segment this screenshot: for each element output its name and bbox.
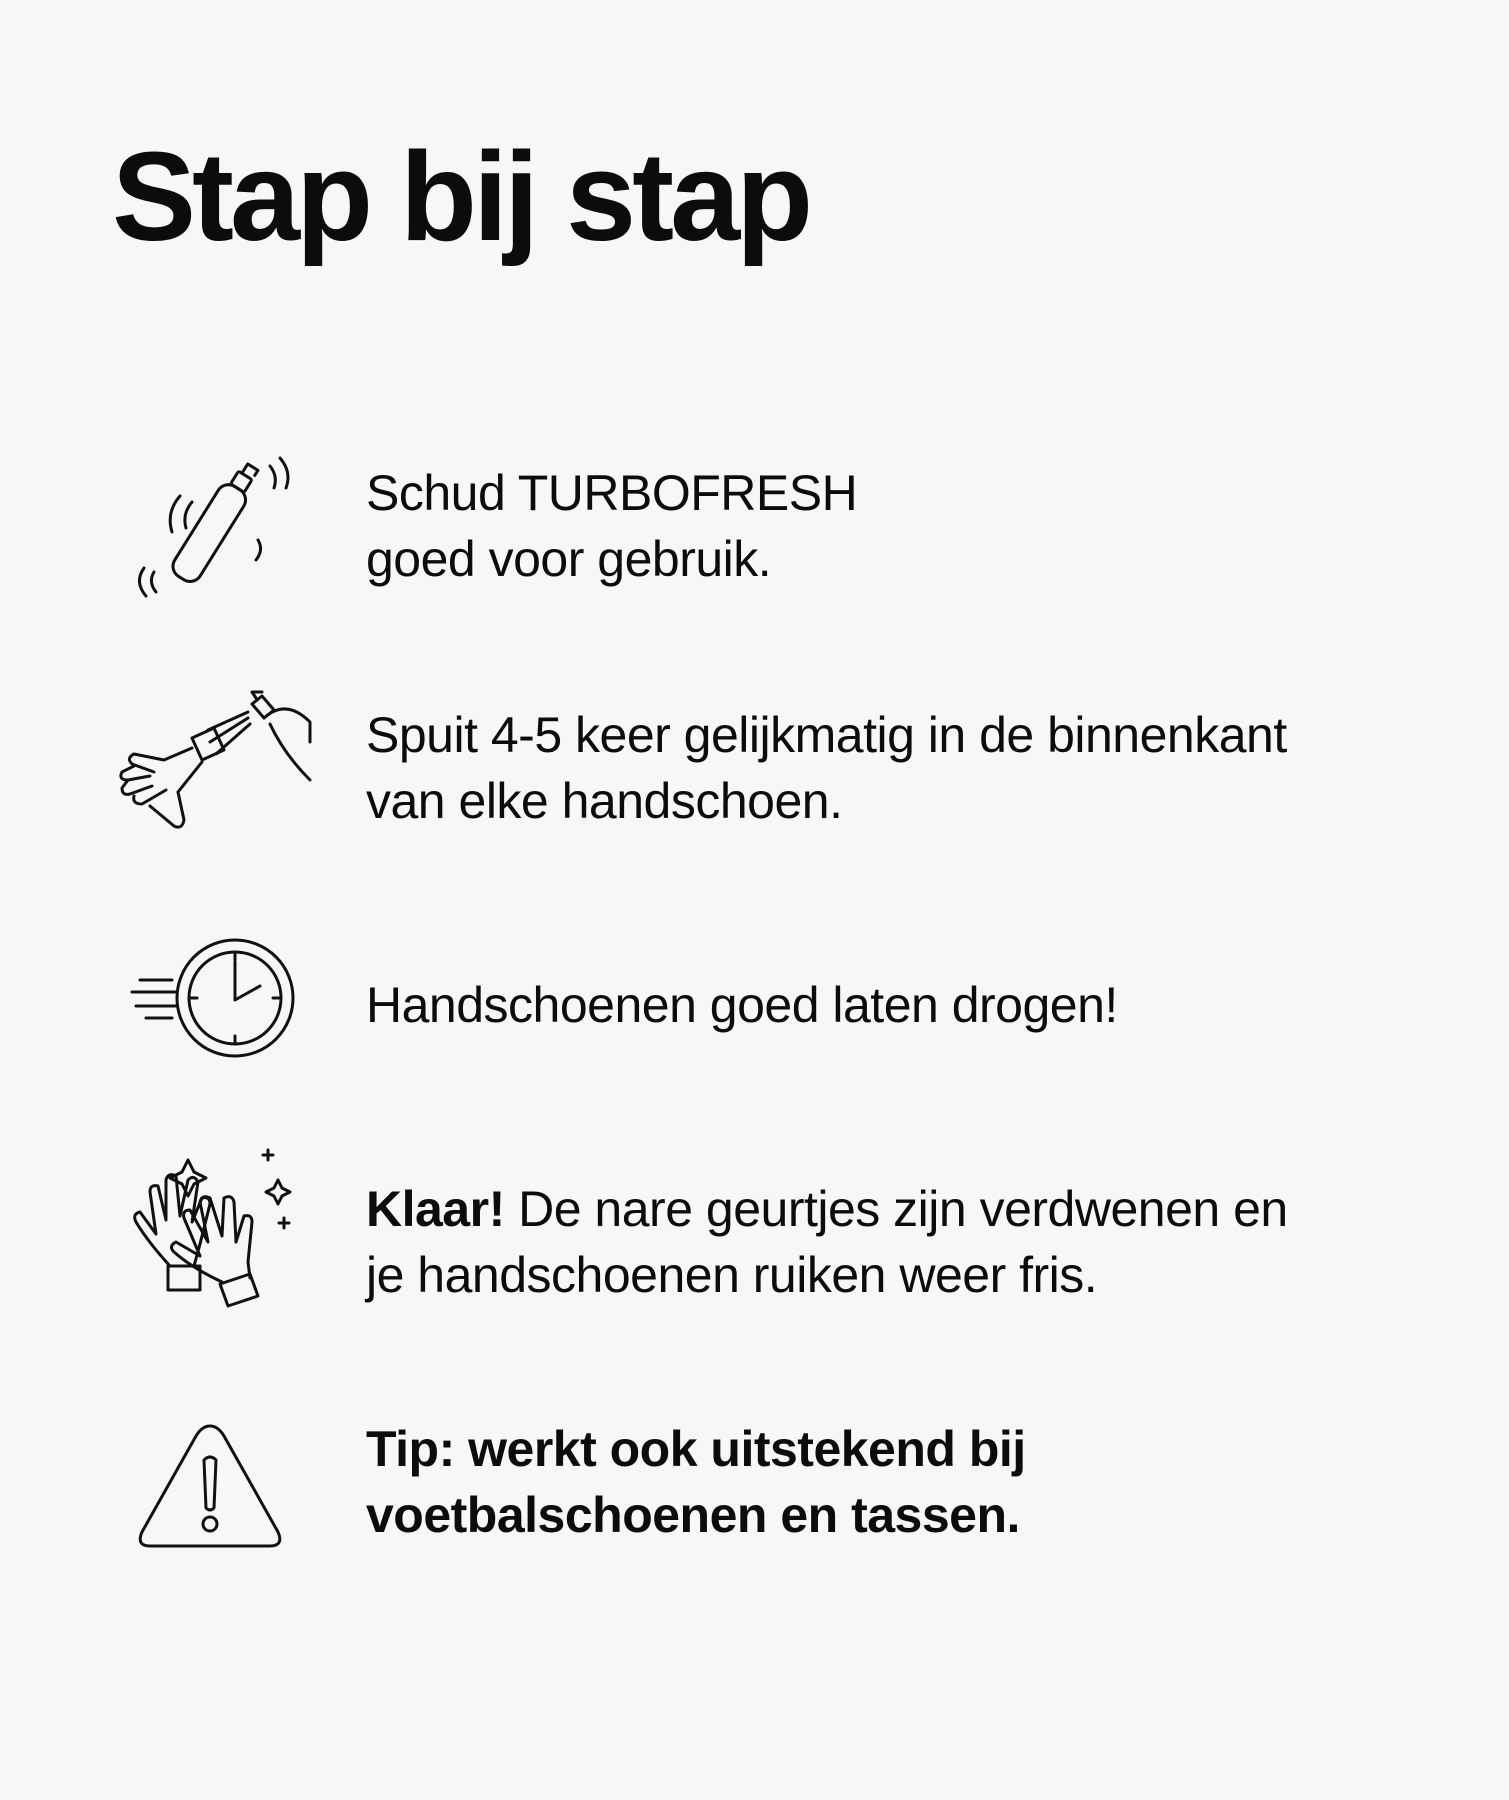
warning-triangle-icon — [110, 1398, 310, 1568]
step-text-line: Spuit 4-5 keer gelijkmatig in de binnenkant — [366, 707, 1287, 763]
step-text-line: van elke handschoen. — [366, 773, 843, 829]
shaking-spray-bottle-icon — [110, 440, 310, 610]
step-text-line: voetbalschoenen en tassen. — [366, 1487, 1020, 1543]
step-text-line: Handschoenen goed laten drogen! — [366, 977, 1118, 1033]
done-bold-label: Klaar! — [366, 1181, 505, 1237]
step-text-line: Tip: werkt ook uitstekend bij — [366, 1421, 1026, 1477]
step-text-line: goed voor gebruik. — [366, 531, 772, 587]
step-text-line: Schud TURBOFRESH — [366, 465, 858, 521]
step-text-line: De nare geurtjes zijn verdwenen en — [504, 1181, 1288, 1237]
spray-glove-icon — [110, 680, 310, 850]
step-text-line: je handschoenen ruiken weer fris. — [366, 1247, 1098, 1303]
sparkling-gloves-icon — [110, 1140, 310, 1310]
page-title: Stap bij stap — [112, 126, 810, 267]
fast-clock-icon — [110, 920, 310, 1090]
